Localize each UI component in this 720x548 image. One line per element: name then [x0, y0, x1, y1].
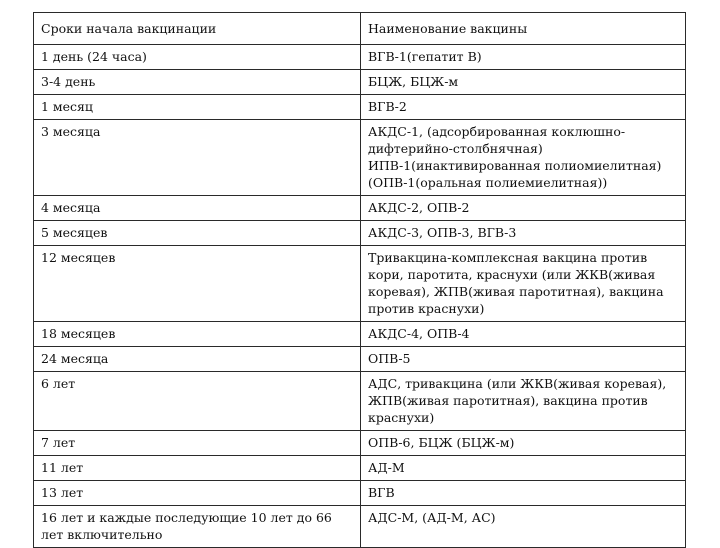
- table-header: [34, 13, 686, 45]
- age-cell: 4 месяца: [34, 196, 361, 221]
- vaccine-cell: ОПВ-5: [361, 347, 686, 372]
- age-cell: 5 месяцев: [34, 221, 361, 246]
- age-cell: 1 день (24 часа): [34, 45, 361, 70]
- vaccine-cell: ОПВ-6, БЦЖ (БЦЖ-м): [361, 431, 686, 456]
- age-cell: 16 лет и каждые последующие 10 лет до 66 лет включительно: [34, 506, 361, 548]
- table-row: [34, 95, 686, 120]
- table-row: [34, 506, 686, 548]
- table-row: [34, 246, 686, 322]
- table-row: [34, 431, 686, 456]
- vaccine-cell: АДС, тривакцина (или ЖКВ(живая коревая), ЖПВ(живая паротитная), вакцина против краснухи): [361, 372, 686, 431]
- age-cell: 18 месяцев: [34, 322, 361, 347]
- header-age: Сроки начала вакцинации: [34, 13, 361, 45]
- table-row: [34, 120, 686, 196]
- age-cell: 6 лет: [34, 372, 361, 431]
- table-row: [34, 322, 686, 347]
- vaccination-schedule-table: [33, 12, 686, 548]
- table-body: [34, 45, 686, 548]
- age-cell: 11 лет: [34, 456, 361, 481]
- vaccine-cell: АКДС-1, (адсорбированная коклюшно-дифтерийно-столбнячная) ИПВ-1(инактивированная полиомиелитная)(ОПВ-1(оральная полиемиелитная)): [361, 120, 686, 196]
- table-row: [34, 45, 686, 70]
- age-cell: 13 лет: [34, 481, 361, 506]
- vaccine-cell: АДС-М, (АД-М, АС): [361, 506, 686, 548]
- age-cell: 3-4 день: [34, 70, 361, 95]
- vaccine-cell: БЦЖ, БЦЖ-м: [361, 70, 686, 95]
- header-row: [34, 13, 686, 45]
- table-row: [34, 372, 686, 431]
- table-row: [34, 481, 686, 506]
- table-row: [34, 221, 686, 246]
- table-row: [34, 196, 686, 221]
- header-vaccine: Наименование вакцины: [361, 13, 686, 45]
- vaccine-cell: АКДС-2, ОПВ-2: [361, 196, 686, 221]
- vaccine-cell: ВГВ: [361, 481, 686, 506]
- vaccine-cell: АКДС-4, ОПВ-4: [361, 322, 686, 347]
- table-row: [34, 347, 686, 372]
- age-cell: 12 месяцев: [34, 246, 361, 322]
- vaccine-cell: АКДС-3, ОПВ-3, ВГВ-3: [361, 221, 686, 246]
- vaccine-cell: ВГВ-2: [361, 95, 686, 120]
- vaccine-cell: Тривакцина-комплексная вакцина против кори, паротита, краснухи (или ЖКВ(живая коревая), ЖПВ(живая паротитная), вакцина против краснухи): [361, 246, 686, 322]
- age-cell: 7 лет: [34, 431, 361, 456]
- table-row: [34, 456, 686, 481]
- table-row: [34, 70, 686, 95]
- age-cell: 24 месяца: [34, 347, 361, 372]
- age-cell: 3 месяца: [34, 120, 361, 196]
- age-cell: 1 месяц: [34, 95, 361, 120]
- vaccine-cell: АД-М: [361, 456, 686, 481]
- vaccine-cell: ВГВ-1(гепатит В): [361, 45, 686, 70]
